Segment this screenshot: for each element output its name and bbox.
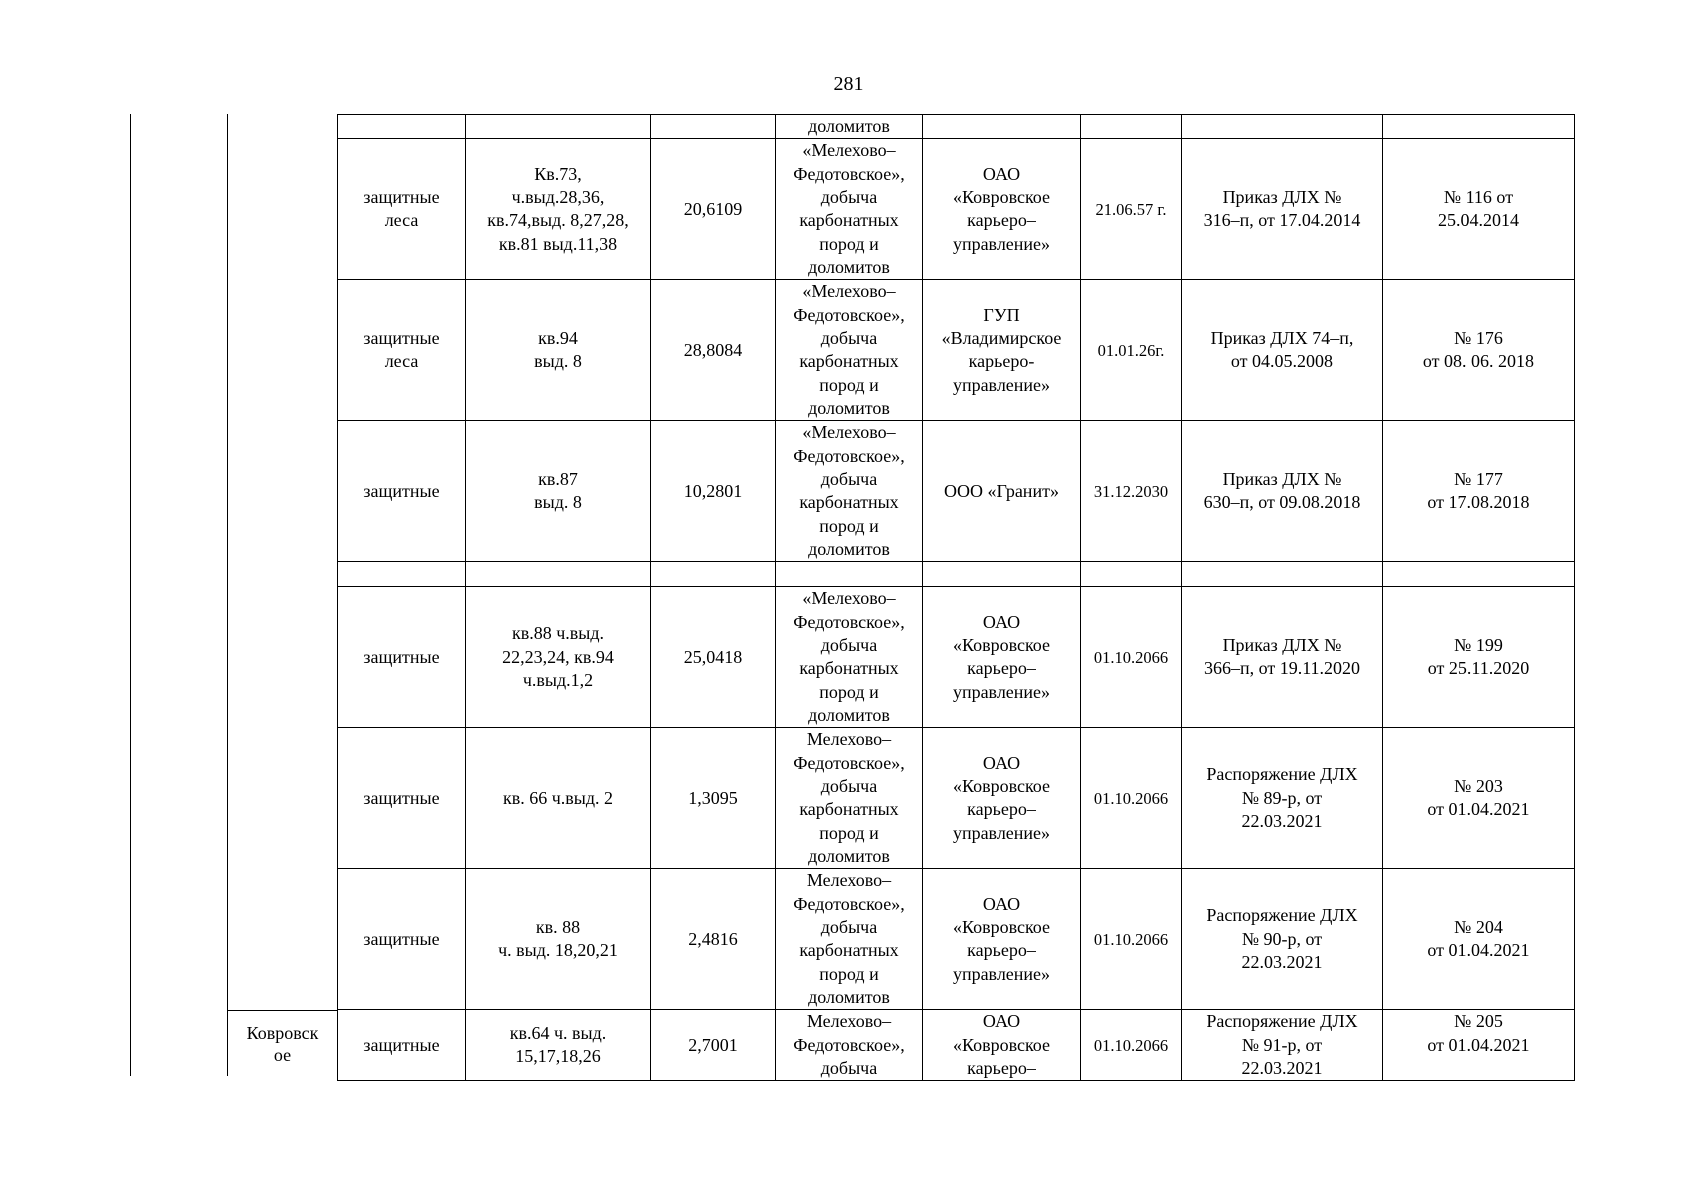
tenant-cell: ОАО «Ковровское карьеро– управление» — [923, 139, 1081, 280]
order-cell: Приказ ДЛХ № 366–п, от 19.11.2020 — [1182, 587, 1383, 728]
order-cell: Распоряжение ДЛХ № 89-р, от 22.03.2021 — [1182, 728, 1383, 869]
area-cell — [651, 115, 776, 139]
location-cell: Кв.73, ч.выд.28,36, кв.74,выд. 8,27,28, кв.81 выд.11,38 — [466, 139, 651, 280]
registration-cell: № 205 от 01.04.2021 — [1383, 1010, 1575, 1081]
purpose-cell: Мелехово– Федотовское», добыча карбонатных пород и доломитов — [776, 728, 923, 869]
registration-cell — [1383, 562, 1575, 587]
rayon-cell — [228, 1010, 337, 1077]
registration-cell: № 199 от 25.11.2020 — [1383, 587, 1575, 728]
forest-category-cell: защитные леса — [338, 280, 466, 421]
tenant-cell: ОАО «Ковровское карьеро– управление» — [923, 728, 1081, 869]
tenant-cell — [923, 115, 1081, 139]
tenant-cell: ГУП «Владимирское карьеро- управление» — [923, 280, 1081, 421]
term-cell: 01.10.2066 — [1081, 587, 1182, 728]
area-cell: 10,2801 — [651, 421, 776, 562]
table-row — [338, 587, 1575, 728]
location-cell: кв.94 выд. 8 — [466, 280, 651, 421]
registration-cell: № 203 от 01.04.2021 — [1383, 728, 1575, 869]
order-cell — [1182, 115, 1383, 139]
table-row — [338, 869, 1575, 1010]
location-cell: кв. 66 ч.выд. 2 — [466, 728, 651, 869]
location-cell — [466, 115, 651, 139]
order-cell — [1182, 562, 1383, 587]
forest-category-cell: защитные — [338, 587, 466, 728]
forest-category-cell: защитные — [338, 869, 466, 1010]
location-cell: кв. 88 ч. выд. 18,20,21 — [466, 869, 651, 1010]
purpose-cell: «Мелехово– Федотовское», добыча карбонатных пород и доломитов — [776, 421, 923, 562]
registration-cell — [1383, 115, 1575, 139]
term-cell: 01.10.2066 — [1081, 728, 1182, 869]
table-row — [338, 421, 1575, 562]
term-cell: 21.06.57 г. — [1081, 139, 1182, 280]
purpose-cell: «Мелехово– Федотовское», добыча карбонатных пород и доломитов — [776, 280, 923, 421]
registration-cell: № 116 от 25.04.2014 — [1383, 139, 1575, 280]
forest-category-cell: защитные — [338, 728, 466, 869]
left-border-line — [130, 114, 131, 1076]
table-row — [338, 115, 1575, 139]
term-cell — [1081, 562, 1182, 587]
registration-cell: № 204 от 01.04.2021 — [1383, 869, 1575, 1010]
registration-cell: № 177 от 17.08.2018 — [1383, 421, 1575, 562]
location-cell: кв.87 выд. 8 — [466, 421, 651, 562]
area-cell: 2,7001 — [651, 1010, 776, 1081]
purpose-cell: Мелехово– Федотовское», добыча карбонатных пород и доломитов — [776, 869, 923, 1010]
order-cell: Приказ ДЛХ № 316–п, от 17.04.2014 — [1182, 139, 1383, 280]
term-cell: 01.10.2066 — [1081, 1010, 1182, 1081]
forest-category-cell: защитные — [338, 1010, 466, 1081]
registration-cell: № 176 от 08. 06. 2018 — [1383, 280, 1575, 421]
rayon-label: Ковровск ое — [246, 1023, 319, 1065]
purpose-cell: «Мелехово– Федотовское», добыча карбонатных пород и доломитов — [776, 587, 923, 728]
area-cell: 28,8084 — [651, 280, 776, 421]
forest-category-cell: защитные леса — [338, 139, 466, 280]
tenant-cell: ОАО «Ковровское карьеро– управление» — [923, 869, 1081, 1010]
purpose-cell: доломитов — [776, 115, 923, 139]
tenant-cell: ОАО «Ковровское карьеро– — [923, 1010, 1081, 1081]
purpose-cell: Мелехово– Федотовское», добыча — [776, 1010, 923, 1081]
table-row — [338, 728, 1575, 869]
page-number: 281 — [833, 73, 864, 95]
forest-category-cell — [338, 115, 466, 139]
term-cell: 31.12.2030 — [1081, 421, 1182, 562]
area-cell: 25,0418 — [651, 587, 776, 728]
forest-lease-table — [337, 114, 1575, 1081]
tenant-cell — [923, 562, 1081, 587]
order-cell: Распоряжение ДЛХ № 90-р, от 22.03.2021 — [1182, 869, 1383, 1010]
term-cell: 01.01.26г. — [1081, 280, 1182, 421]
table-row — [338, 562, 1575, 587]
term-cell: 01.10.2066 — [1081, 869, 1182, 1010]
area-cell — [651, 562, 776, 587]
tenant-cell: ОАО «Ковровское карьеро– управление» — [923, 587, 1081, 728]
area-cell: 1,3095 — [651, 728, 776, 869]
table-row — [338, 1010, 1575, 1081]
area-cell: 20,6109 — [651, 139, 776, 280]
purpose-cell: «Мелехово– Федотовское», добыча карбонатных пород и доломитов — [776, 139, 923, 280]
table-body — [338, 115, 1575, 1081]
location-cell: кв.88 ч.выд. 22,23,24, кв.94 ч.выд.1,2 — [466, 587, 651, 728]
purpose-cell — [776, 562, 923, 587]
table-row — [338, 139, 1575, 280]
table-row — [338, 280, 1575, 421]
tenant-cell: ООО «Гранит» — [923, 421, 1081, 562]
area-cell: 2,4816 — [651, 869, 776, 1010]
order-cell: Приказ ДЛХ 74–п, от 04.05.2008 — [1182, 280, 1383, 421]
location-cell: кв.64 ч. выд. 15,17,18,26 — [466, 1010, 651, 1081]
order-cell: Распоряжение ДЛХ № 91-р, от 22.03.2021 — [1182, 1010, 1383, 1081]
rayon-column-line — [227, 114, 228, 1076]
term-cell — [1081, 115, 1182, 139]
forest-category-cell: защитные — [338, 421, 466, 562]
location-cell — [466, 562, 651, 587]
order-cell: Приказ ДЛХ № 630–п, от 09.08.2018 — [1182, 421, 1383, 562]
forest-category-cell — [338, 562, 466, 587]
